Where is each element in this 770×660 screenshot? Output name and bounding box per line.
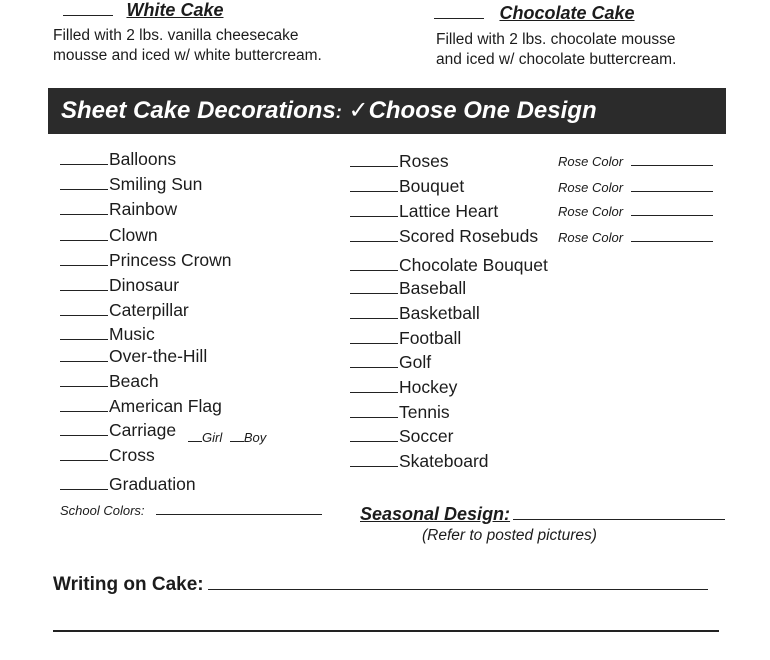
seasonal-design-note: (Refer to posted pictures): [422, 527, 597, 544]
design-checkbox-blank[interactable]: [350, 293, 398, 294]
rose-color-blank[interactable]: [631, 215, 713, 216]
design-option-cross[interactable]: [60, 445, 155, 465]
white-cake-desc-line-1: Filled with 2 lbs. vanilla cheesecake: [53, 27, 299, 44]
rose-color-label: Rose Color: [558, 180, 624, 195]
design-checkbox-blank[interactable]: [350, 191, 398, 192]
seasonal-design-field[interactable]: [360, 504, 725, 525]
design-option-football[interactable]: [350, 328, 461, 348]
white-cake-option[interactable]: [63, 0, 223, 21]
design-option-music[interactable]: [60, 324, 155, 344]
design-option-label: Skateboard: [399, 451, 489, 471]
chocolate-cake-description: [436, 30, 676, 70]
design-option-label: Graduation: [109, 474, 196, 494]
carriage-girl-blank[interactable]: [188, 441, 202, 442]
banner-subtitle: Choose One Design: [368, 97, 597, 124]
design-checkbox-blank[interactable]: [60, 290, 108, 291]
banner-colon: :: [335, 102, 342, 122]
design-option-dinosaur[interactable]: [60, 275, 179, 295]
design-checkbox-blank[interactable]: [60, 489, 108, 490]
rose-color-field[interactable]: [558, 154, 713, 169]
design-option-label: Beach: [109, 371, 159, 391]
design-option-tennis[interactable]: [350, 402, 450, 422]
design-option-label: Rainbow: [109, 199, 178, 219]
white-cake-checkbox-blank[interactable]: [63, 15, 113, 16]
chocolate-cake-title: Chocolate Cake: [499, 3, 635, 23]
rose-color-field[interactable]: [558, 230, 713, 245]
seasonal-design-label: Seasonal Design:: [360, 504, 511, 524]
design-option-label: Tennis: [399, 402, 450, 422]
design-checkbox-blank[interactable]: [60, 240, 108, 241]
design-option-beach[interactable]: [60, 371, 159, 391]
design-option-label: Clown: [109, 225, 158, 245]
design-option-label: Dinosaur: [109, 275, 180, 295]
design-option-soccer[interactable]: [350, 426, 453, 446]
design-checkbox-blank[interactable]: [60, 315, 108, 316]
carriage-boy-label: Boy: [243, 430, 267, 445]
design-option-label: Balloons: [109, 149, 177, 169]
design-checkbox-blank[interactable]: [350, 392, 398, 393]
design-option-label: American Flag: [109, 396, 222, 416]
design-option-label: Lattice Heart: [399, 201, 499, 221]
school-colors-blank[interactable]: [156, 514, 322, 515]
design-checkbox-blank[interactable]: [350, 318, 398, 319]
rose-color-label: Rose Color: [558, 154, 624, 169]
design-option-clown[interactable]: [60, 225, 158, 245]
design-checkbox-blank[interactable]: [60, 386, 108, 387]
design-checkbox-blank[interactable]: [60, 214, 108, 215]
design-checkbox-blank[interactable]: [350, 367, 398, 368]
design-option-label: Basketball: [399, 303, 480, 323]
design-option-label: Roses: [399, 151, 449, 171]
chocolate-cake-desc-line-1: Filled with 2 lbs. chocolate mousse: [436, 31, 676, 48]
design-option-label: Golf: [399, 352, 432, 372]
design-checkbox-blank[interactable]: [60, 361, 108, 362]
design-option-golf[interactable]: [350, 352, 431, 372]
design-checkbox-blank[interactable]: [60, 411, 108, 412]
rose-color-blank[interactable]: [631, 241, 713, 242]
design-option-over-the-hill[interactable]: [60, 346, 207, 366]
design-option-scored-rosebuds[interactable]: [350, 226, 538, 246]
design-option-chocolate-bouquet[interactable]: [350, 255, 548, 275]
design-checkbox-blank[interactable]: [350, 343, 398, 344]
design-option-smiling-sun[interactable]: [60, 174, 202, 194]
chocolate-cake-desc-line-2: and iced w/ chocolate buttercream.: [436, 51, 677, 68]
design-option-princess-crown[interactable]: [60, 250, 232, 270]
design-option-carriage[interactable]: [60, 420, 176, 440]
carriage-girl-label: Girl: [202, 430, 223, 445]
design-checkbox-blank[interactable]: [350, 270, 398, 271]
design-option-bouquet[interactable]: [350, 176, 464, 196]
design-option-skateboard[interactable]: [350, 451, 489, 471]
rose-color-label: Rose Color: [558, 230, 624, 245]
rose-color-blank[interactable]: [631, 191, 713, 192]
design-option-caterpillar[interactable]: [60, 300, 189, 320]
school-colors-label: School Colors:: [60, 503, 145, 518]
carriage-boy-blank[interactable]: [230, 441, 244, 442]
design-option-label: Chocolate Bouquet: [399, 255, 548, 275]
design-option-label: Football: [399, 328, 462, 348]
design-checkbox-blank[interactable]: [350, 241, 398, 242]
design-option-baseball[interactable]: [350, 278, 466, 298]
design-checkbox-blank[interactable]: [350, 166, 398, 167]
design-option-label: Over-the-Hill: [109, 346, 208, 366]
design-checkbox-blank[interactable]: [60, 460, 108, 461]
design-option-label: Caterpillar: [109, 300, 189, 320]
design-checkbox-blank[interactable]: [350, 216, 398, 217]
design-option-label: Baseball: [399, 278, 467, 298]
design-option-graduation[interactable]: [60, 474, 196, 494]
writing-on-cake-label: Writing on Cake:: [53, 574, 204, 595]
design-option-label: Carriage: [109, 420, 177, 440]
design-option-balloons[interactable]: [60, 149, 176, 169]
design-option-lattice-heart[interactable]: [350, 201, 498, 221]
design-checkbox-blank[interactable]: [350, 441, 398, 442]
rose-color-label: Rose Color: [558, 204, 624, 219]
carriage-options: [188, 430, 266, 445]
white-cake-title: White Cake: [126, 0, 224, 20]
design-option-label: Bouquet: [399, 176, 465, 196]
design-option-american-flag[interactable]: [60, 396, 222, 416]
white-cake-desc-line-2: mousse and iced w/ white buttercream.: [53, 47, 322, 64]
design-option-label: Hockey: [399, 377, 458, 397]
chocolate-cake-option[interactable]: [434, 3, 635, 24]
design-checkbox-blank[interactable]: [60, 265, 108, 266]
checkmark-icon: ✓: [348, 97, 369, 124]
writing-on-cake-blank[interactable]: [208, 589, 708, 590]
design-option-roses[interactable]: [350, 151, 449, 171]
design-option-label: Music: [109, 324, 155, 344]
rose-color-field[interactable]: [558, 204, 713, 219]
design-option-label: Cross: [109, 445, 155, 465]
seasonal-design-blank[interactable]: [513, 519, 725, 520]
design-checkbox-blank[interactable]: [60, 435, 108, 436]
writing-on-cake-field[interactable]: [53, 574, 708, 596]
rose-color-blank[interactable]: [631, 165, 713, 166]
design-option-hockey[interactable]: [350, 377, 457, 397]
design-checkbox-blank[interactable]: [60, 164, 108, 165]
design-option-label: Scored Rosebuds: [399, 226, 539, 246]
design-checkbox-blank[interactable]: [60, 189, 108, 190]
design-option-label: Princess Crown: [109, 250, 232, 270]
design-checkbox-blank[interactable]: [350, 466, 398, 467]
rose-color-field[interactable]: [558, 180, 713, 195]
design-option-rainbow[interactable]: [60, 199, 177, 219]
banner-title: Sheet Cake Decorations: [61, 97, 336, 124]
school-colors-field[interactable]: [60, 503, 322, 518]
decorations-banner: [48, 88, 726, 134]
writing-second-line[interactable]: [53, 630, 719, 632]
design-checkbox-blank[interactable]: [350, 417, 398, 418]
chocolate-cake-checkbox-blank[interactable]: [434, 18, 484, 19]
white-cake-description: [53, 26, 322, 66]
design-option-basketball[interactable]: [350, 303, 480, 323]
design-option-label: Smiling Sun: [109, 174, 203, 194]
design-option-label: Soccer: [399, 426, 454, 446]
design-checkbox-blank[interactable]: [60, 339, 108, 340]
